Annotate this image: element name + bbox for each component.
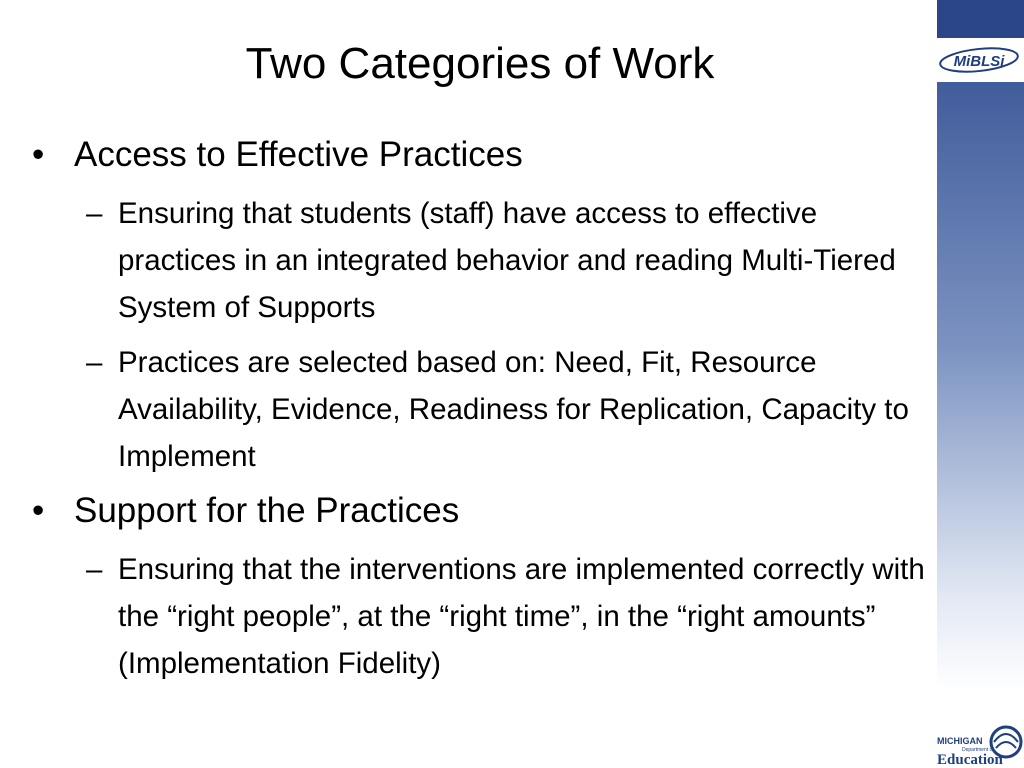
dash-marker: – bbox=[86, 197, 103, 230]
bullet-marker: • bbox=[32, 491, 45, 530]
dash-marker: – bbox=[86, 346, 103, 379]
dash-marker: – bbox=[86, 553, 103, 586]
michigan-education-logo bbox=[934, 718, 1024, 768]
page-title: Two Categories of Work bbox=[245, 39, 715, 88]
sub-bullet-text: Practices are selected based on: Need, Fit, Resource Availability, Evidence, Readiness for Replication, Capacity to Implement bbox=[118, 346, 909, 473]
michigan-education-logo-icon bbox=[934, 718, 1024, 768]
sub-bullet-item-1-1 bbox=[28, 190, 928, 331]
bullet-text: Support for the Practices bbox=[74, 491, 460, 530]
bullet-item-2 bbox=[28, 488, 928, 534]
sub-bullet-item-1-2 bbox=[28, 339, 928, 480]
sidebar-top-band bbox=[937, 0, 1024, 38]
mde-logo-line1: MICHIGAN bbox=[937, 736, 983, 746]
sub-bullet-text: Ensuring that the interventions are implemented correctly with the “right people”, at the “right time”, in the “right amounts” (Implementation Fidelity) bbox=[118, 553, 925, 680]
mde-logo-line3: Education bbox=[937, 752, 1003, 768]
bullet-item-1 bbox=[28, 132, 928, 178]
bullet-text: Access to Effective Practices bbox=[74, 135, 523, 174]
bullet-list bbox=[28, 132, 928, 695]
sidebar-gradient bbox=[937, 0, 1024, 768]
sub-bullet-text: Ensuring that students (staff) have access to effective practices in an integrated behavior and reading Multi-Tiered System of Supports bbox=[118, 197, 896, 324]
miblsi-logo-text: MiBLSi bbox=[953, 53, 1005, 70]
sub-bullet-item-2-1 bbox=[28, 546, 928, 687]
mde-logo-line2: Department of bbox=[962, 747, 994, 753]
bullet-marker: • bbox=[32, 135, 45, 174]
